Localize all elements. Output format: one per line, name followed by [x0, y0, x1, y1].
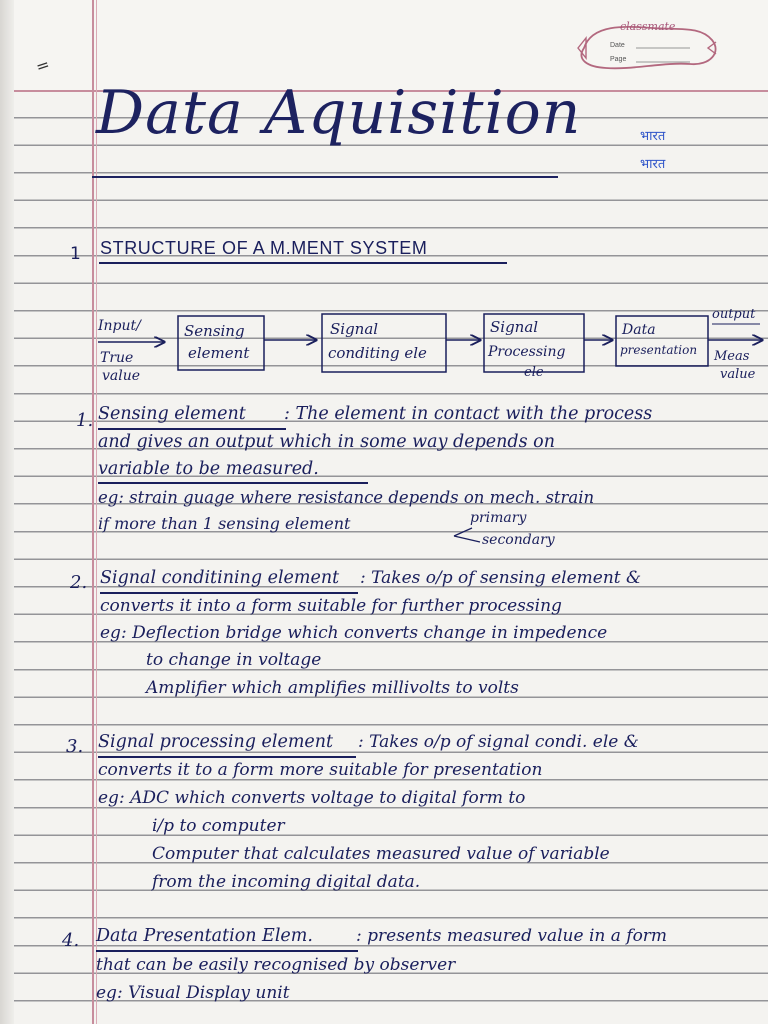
item-line: and gives an output which in some way depends on [98, 432, 555, 452]
processing-box-label-2: Processing [488, 344, 566, 360]
item-line: : presents measured value in a form [356, 926, 668, 946]
item-line: eg: Visual Display unit [96, 983, 290, 1003]
sensing-box-label-1: Sensing [184, 322, 245, 340]
item-number: 2. [70, 572, 88, 593]
conditioning-box-label-2: conditing ele [328, 344, 427, 362]
page-title: Data Aquisition [96, 78, 582, 148]
page-label: Page [610, 56, 627, 63]
output-label-2: value [720, 367, 756, 382]
title-underline [92, 176, 558, 178]
item-line: eg: strain guage where resistance depends on mech. strain [98, 488, 595, 507]
item-line: converts it into a form suitable for further processing [100, 596, 562, 616]
sensing-box-label-2: element [188, 344, 250, 362]
item-term-underline [96, 950, 358, 952]
side-note: भारत [640, 157, 666, 172]
item-term: Signal processing element [98, 732, 334, 752]
item-term-underline [98, 428, 286, 430]
item-number: 3. [66, 736, 84, 757]
date-label: Date [610, 42, 625, 49]
item-line: secondary [482, 532, 555, 548]
section-heading-underline [99, 262, 507, 264]
section-heading: STRUCTURE OF A M.MENT SYSTEM [100, 238, 428, 258]
item-term: Data Presentation Elem. [96, 926, 313, 946]
input-label-2: True [100, 350, 134, 366]
item-line: variable to be measured. [98, 459, 319, 479]
conditioning-box-label-1: Signal [330, 320, 379, 338]
item-line: eg: Deflection bridge which converts change in impedence [100, 623, 608, 643]
branch-arrows [452, 522, 492, 548]
item-line: eg: ADC which converts voltage to digital form to [98, 788, 526, 808]
margin-marks: = [33, 54, 53, 77]
section-number: 1 [70, 244, 81, 264]
item-line: : The element in contact with the process [284, 404, 653, 424]
item-line: primary [470, 510, 527, 526]
processing-box-label-1: Signal [490, 318, 539, 336]
item-term: Sensing element [98, 404, 246, 424]
block-diagram [94, 300, 768, 392]
item-line: i/p to computer [152, 816, 285, 836]
side-note: भारत [640, 129, 666, 144]
item-line-underline [98, 482, 368, 484]
item-line: if more than 1 sensing element [98, 514, 351, 533]
presentation-box-label-1: Data [622, 322, 656, 338]
input-label-3: value [102, 368, 141, 384]
input-label-1: Input/ [98, 318, 141, 334]
output-label-1: Meas [714, 349, 750, 364]
output-label-top: output [712, 307, 756, 322]
item-line: converts it to a form more suitable for presentation [98, 760, 543, 780]
item-line: Amplifier which amplifies millivolts to volts [146, 678, 519, 698]
item-number: 1. [76, 410, 94, 431]
item-term-underline [98, 756, 356, 758]
binding-edge [0, 0, 14, 1024]
presentation-box-label-2: presentation [620, 343, 698, 357]
logo-text: classmate [620, 20, 676, 33]
item-term: Signal conditining element [100, 568, 340, 588]
item-number: 4. [62, 930, 80, 951]
processing-box-label-3: ele [524, 365, 544, 380]
item-line: from the incoming digital data. [152, 872, 421, 892]
margin-line-inner [96, 0, 97, 1024]
item-line: : Takes o/p of signal condi. ele & [358, 732, 639, 752]
item-line: that can be easily recognised by observer [96, 955, 456, 975]
item-line: to change in voltage [146, 650, 322, 670]
margin-line [92, 0, 94, 1024]
item-line: : Takes o/p of sensing element & [360, 568, 642, 588]
item-term-underline [100, 592, 358, 594]
item-line: Computer that calculates measured value of variable [152, 844, 610, 864]
